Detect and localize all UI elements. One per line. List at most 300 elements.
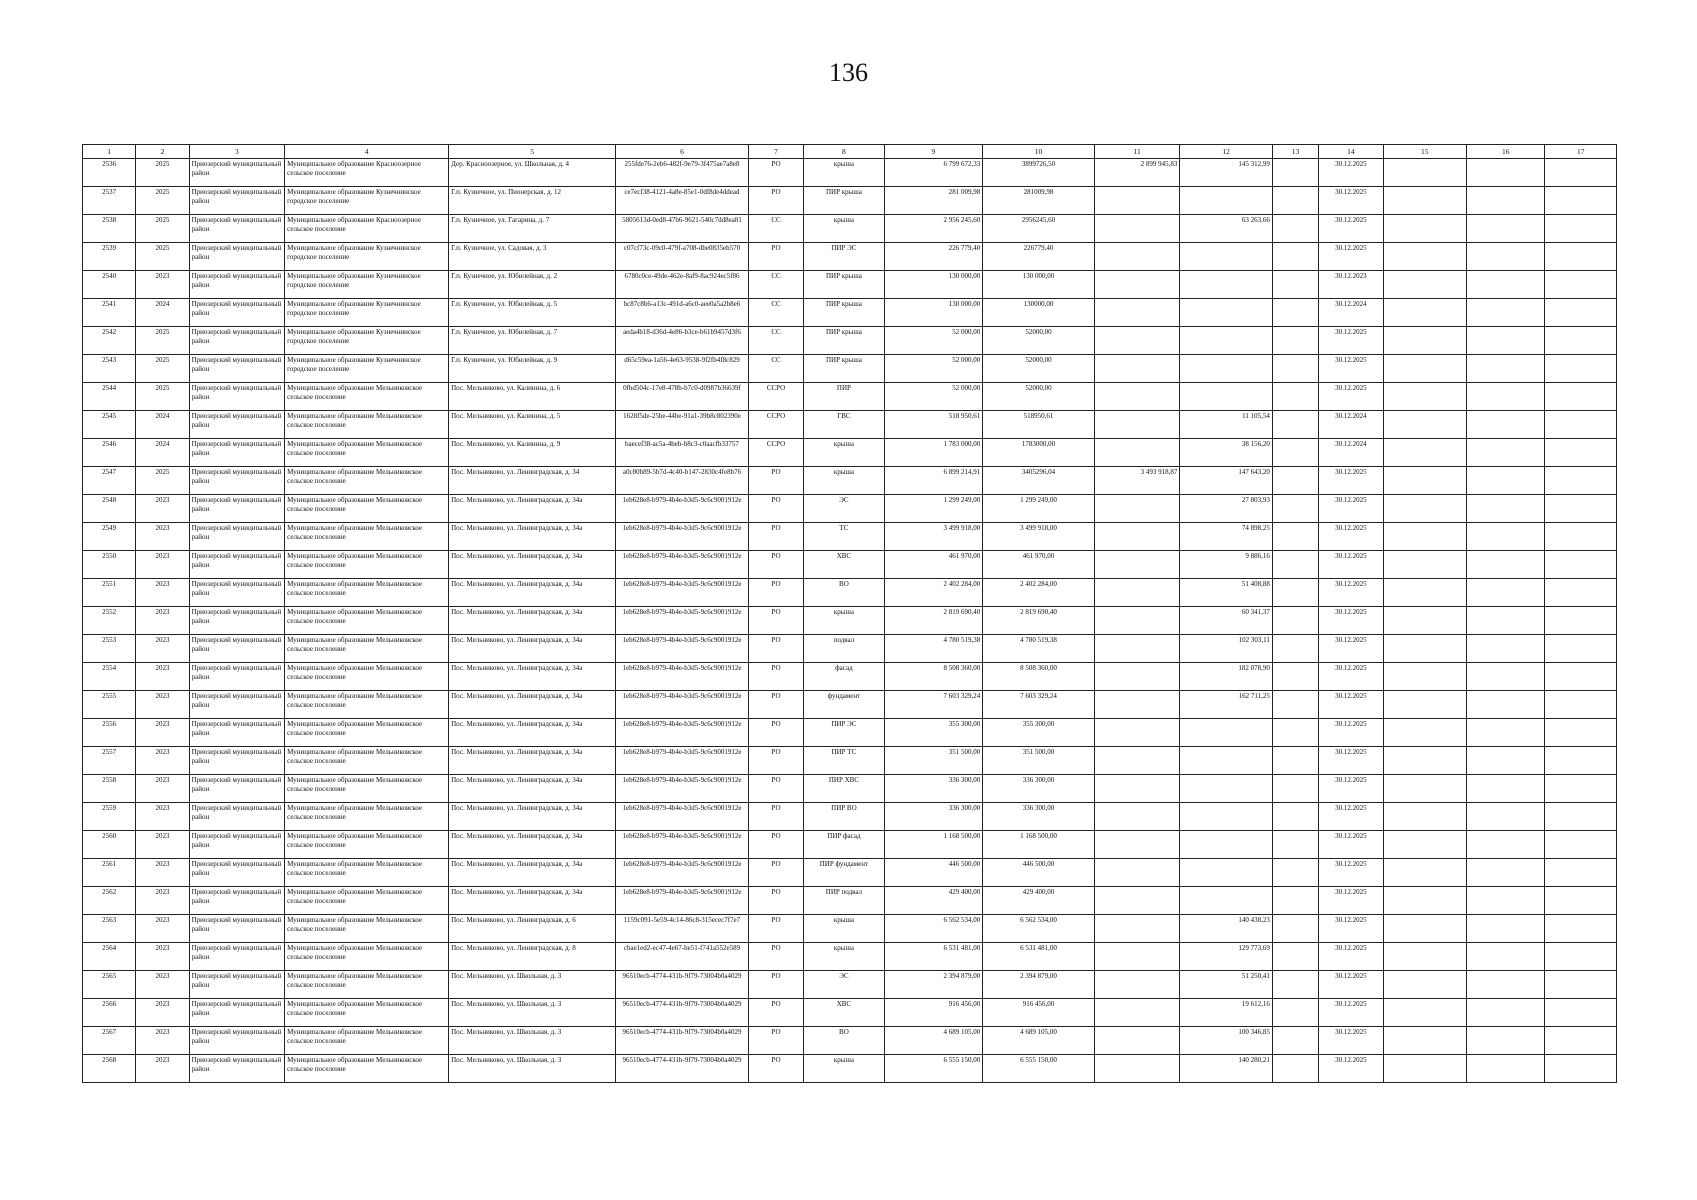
table-cell: Пос. Мельниково, ул. Ленинградская, д. 34а [449, 607, 616, 635]
table-cell [1545, 439, 1617, 467]
table-cell: ПИР фундамент [804, 859, 884, 887]
table-cell: Приозерский муниципальный район [189, 691, 285, 719]
table-cell: Муниципальное образование Кузнечнинское городское поселение [285, 327, 449, 355]
table-row [83, 551, 1617, 579]
table-cell [1180, 243, 1273, 271]
table-cell [1467, 691, 1545, 719]
table-cell [1467, 215, 1545, 243]
table-cell: ПИР крыша [804, 271, 884, 299]
table-cell [1383, 523, 1466, 551]
table-cell [1467, 971, 1545, 999]
table-cell: ПИР ХВС [804, 775, 884, 803]
table-cell: 2025 [136, 467, 189, 495]
table-cell: РО [748, 243, 803, 271]
table-cell: ХВС [804, 999, 884, 1027]
table-cell [1094, 187, 1180, 215]
table-cell: Пос. Мельниково, ул. Ленинградская, д. 6 [449, 915, 616, 943]
table-cell [1094, 887, 1180, 915]
table-cell: Пос. Мельниково, ул. Школьная, д. 3 [449, 1055, 616, 1083]
column-header: 1 [83, 145, 136, 159]
table-cell [1545, 775, 1617, 803]
table-cell [1545, 551, 1617, 579]
table-cell: РО [748, 467, 803, 495]
table-cell: 27 803,93 [1180, 495, 1273, 523]
table-cell [1094, 747, 1180, 775]
table-cell: Муниципальное образование Мельниковское сельское поселение [285, 887, 449, 915]
table-cell: Дер. Красноозерное, ул. Школьная, д. 4 [449, 159, 616, 187]
table-cell [1545, 271, 1617, 299]
table-cell: 9 886,16 [1180, 551, 1273, 579]
table-cell: 6780c0ce-49de-462e-8af9-8ac924ec5f86 [616, 271, 749, 299]
table-cell: РО [748, 691, 803, 719]
table-row [83, 243, 1617, 271]
table-cell: 2023 [136, 579, 189, 607]
table-cell: 2023 [136, 691, 189, 719]
table-cell [1467, 411, 1545, 439]
table-cell: 30.12.2025 [1319, 215, 1383, 243]
table-cell: Муниципальное образование Мельниковское сельское поселение [285, 971, 449, 999]
table-cell: РО [748, 551, 803, 579]
table-row [83, 971, 1617, 999]
table-cell [1467, 775, 1545, 803]
table-cell: 1eb628e8-b979-4b4e-b3d5-9c6c9001912e [616, 551, 749, 579]
table-cell [1180, 383, 1273, 411]
table-cell: Приозерский муниципальный район [189, 999, 285, 1027]
table-cell [1467, 551, 1545, 579]
table-cell: подвал [804, 635, 884, 663]
table-cell: 2560 [83, 831, 136, 859]
table-cell: Г.п. Кузнечное, ул. Гагарина, д. 7 [449, 215, 616, 243]
table-cell: 2025 [136, 243, 189, 271]
table-cell: РО [748, 495, 803, 523]
table-cell [1094, 943, 1180, 971]
table-cell: 2 819 690,40 [884, 607, 983, 635]
table-cell [1094, 635, 1180, 663]
table-cell: Приозерский муниципальный район [189, 495, 285, 523]
table-cell: Приозерский муниципальный район [189, 439, 285, 467]
table-cell: Приозерский муниципальный район [189, 915, 285, 943]
table-cell: 51 250,41 [1180, 971, 1273, 999]
table-cell: 2023 [136, 607, 189, 635]
table-cell [1094, 579, 1180, 607]
table-cell: 226 779,40 [884, 243, 983, 271]
table-cell: РО [748, 859, 803, 887]
table-cell: 2024 [136, 439, 189, 467]
table-cell [1272, 915, 1318, 943]
table-cell [1545, 495, 1617, 523]
table-cell: Пос. Мельниково, ул. Ленинградская, д. 8 [449, 943, 616, 971]
table-cell: 2550 [83, 551, 136, 579]
table-cell: 2023 [136, 915, 189, 943]
table-cell: 336 300,00 [983, 803, 1095, 831]
table-cell: 1eb628e8-b979-4b4e-b3d5-9c6c9001912e [616, 607, 749, 635]
table-cell [1272, 635, 1318, 663]
table-cell: 1 299 249,00 [983, 495, 1095, 523]
table-cell: ce7ecf38-4121-4a8e-85e1-0df8de4ddead [616, 187, 749, 215]
table-row [83, 187, 1617, 215]
column-header: 11 [1094, 145, 1180, 159]
table-cell: 1eb628e8-b979-4b4e-b3d5-9c6c9001912e [616, 831, 749, 859]
table-cell [1467, 719, 1545, 747]
table-cell: Приозерский муниципальный район [189, 859, 285, 887]
table-cell: Муниципальное образование Мельниковское сельское поселение [285, 859, 449, 887]
table-cell: 2543 [83, 355, 136, 383]
table-cell [1180, 719, 1273, 747]
table-cell: Пос. Мельниково, ул. Ленинградская, д. 34а [449, 747, 616, 775]
table-cell: 30.12.2025 [1319, 1027, 1383, 1055]
table-cell: 2542 [83, 327, 136, 355]
table-cell [1180, 831, 1273, 859]
table-cell [1180, 355, 1273, 383]
table-cell: 2023 [136, 1027, 189, 1055]
table-cell [1272, 215, 1318, 243]
table-cell: 30.12.2025 [1319, 691, 1383, 719]
table-cell: ТС [804, 523, 884, 551]
table-cell: Муниципальное образование Мельниковское сельское поселение [285, 523, 449, 551]
table-cell: 2537 [83, 187, 136, 215]
table-cell [1383, 299, 1466, 327]
table-cell: 2545 [83, 411, 136, 439]
table-cell: Приозерский муниципальный район [189, 943, 285, 971]
table-row [83, 355, 1617, 383]
table-cell: 30.12.2025 [1319, 523, 1383, 551]
table-cell: 1eb628e8-b979-4b4e-b3d5-9c6c9001912e [616, 579, 749, 607]
table-cell [1383, 439, 1466, 467]
table-cell [1545, 747, 1617, 775]
table-cell [1094, 355, 1180, 383]
table-cell: РО [748, 915, 803, 943]
table-cell: 30.12.2025 [1319, 467, 1383, 495]
table-cell [1383, 411, 1466, 439]
table-header [83, 145, 1617, 159]
table-cell: Приозерский муниципальный район [189, 775, 285, 803]
table-row [83, 607, 1617, 635]
table-cell: 2565 [83, 971, 136, 999]
table-cell: 52000,00 [983, 327, 1095, 355]
table-cell: 6 531 481,00 [884, 943, 983, 971]
table-cell [1383, 971, 1466, 999]
table-cell: 2 394 879,00 [983, 971, 1095, 999]
table-cell: 182 078,90 [1180, 663, 1273, 691]
table-cell: ПИР крыша [804, 187, 884, 215]
table-cell: крыша [804, 467, 884, 495]
table-cell: Муниципальное образование Кузнечнинское городское поселение [285, 299, 449, 327]
table-cell: Муниципальное образование Мельниковское сельское поселение [285, 551, 449, 579]
table-cell: 2555 [83, 691, 136, 719]
table-cell: Пос. Мельниково, ул. Ленинградская, д. 34 [449, 467, 616, 495]
column-header: 16 [1467, 145, 1545, 159]
table-cell: 38 156,20 [1180, 439, 1273, 467]
table-cell: 2023 [136, 523, 189, 551]
table-cell: 4 780 519,38 [983, 635, 1095, 663]
table-cell: РО [748, 999, 803, 1027]
table-cell [1467, 663, 1545, 691]
table-cell [1545, 719, 1617, 747]
table-cell [1383, 1055, 1466, 1083]
table-row [83, 327, 1617, 355]
table-cell: Приозерский муниципальный район [189, 187, 285, 215]
table-cell: 30.12.2025 [1319, 551, 1383, 579]
table-cell: 2024 [136, 299, 189, 327]
table-cell: 3405296,04 [983, 467, 1095, 495]
table-cell: ХВС [804, 551, 884, 579]
table-cell: 461 970,00 [983, 551, 1095, 579]
table-cell: ПИР ВО [804, 803, 884, 831]
table-cell [1272, 243, 1318, 271]
table-cell: СС [748, 271, 803, 299]
page-number: 136 [829, 58, 868, 87]
table-cell: 5805613d-0ed8-47b6-9621-540c7dd8ea81 [616, 215, 749, 243]
table-cell: 130000,00 [983, 299, 1095, 327]
table-cell: 4 689 105,00 [884, 1027, 983, 1055]
table-row [83, 943, 1617, 971]
table-cell: 2566 [83, 999, 136, 1027]
table-cell [1272, 299, 1318, 327]
table-row [83, 523, 1617, 551]
table-cell [1383, 943, 1466, 971]
table-cell [1383, 243, 1466, 271]
table-cell: Муниципальное образование Мельниковское сельское поселение [285, 999, 449, 1027]
table-cell [1383, 803, 1466, 831]
table-cell: 8 508 360,00 [884, 663, 983, 691]
table-cell [1467, 243, 1545, 271]
table-row [83, 579, 1617, 607]
table-cell [1545, 1055, 1617, 1083]
table-cell: 1 299 249,00 [884, 495, 983, 523]
table-cell: 2023 [136, 271, 189, 299]
table-cell: 30.12.2024 [1319, 299, 1383, 327]
table-cell [1545, 663, 1617, 691]
table-cell: 6 555 150,00 [983, 1055, 1095, 1083]
table-cell: Муниципальное образование Мельниковское сельское поселение [285, 607, 449, 635]
table-row [83, 915, 1617, 943]
table-row [83, 719, 1617, 747]
table-cell: РО [748, 775, 803, 803]
table-cell [1467, 915, 1545, 943]
table-cell: 30.12.2025 [1319, 495, 1383, 523]
table-row [83, 999, 1617, 1027]
table-cell [1272, 1055, 1318, 1083]
data-table [82, 144, 1617, 1083]
table-cell: d65c59ea-1a56-4e63-9538-9f2fb4f8c829 [616, 355, 749, 383]
table-cell [1467, 355, 1545, 383]
table-cell: 1 783 000,00 [884, 439, 983, 467]
table-cell: 2025 [136, 215, 189, 243]
table-cell: РО [748, 719, 803, 747]
table-cell: 2538 [83, 215, 136, 243]
table-cell [1383, 159, 1466, 187]
table-cell: РО [748, 887, 803, 915]
table-cell: 2023 [136, 551, 189, 579]
table-cell: Приозерский муниципальный район [189, 327, 285, 355]
table-cell: Муниципальное образование Мельниковское сельское поселение [285, 635, 449, 663]
column-header: 5 [449, 145, 616, 159]
table-row [83, 439, 1617, 467]
table-cell [1094, 327, 1180, 355]
table-cell: 518 950,61 [884, 411, 983, 439]
table-cell [1545, 915, 1617, 943]
table-cell: Муниципальное образование Мельниковское сельское поселение [285, 747, 449, 775]
table-cell: 2544 [83, 383, 136, 411]
table-cell [1180, 187, 1273, 215]
column-header: 7 [748, 145, 803, 159]
table-cell: СС [748, 327, 803, 355]
table-cell: 2562 [83, 887, 136, 915]
table-body [83, 159, 1617, 1083]
table-cell [1545, 355, 1617, 383]
table-cell: крыша [804, 915, 884, 943]
table-cell: 2023 [136, 747, 189, 775]
table-cell [1272, 523, 1318, 551]
table-cell: Муниципальное образование Мельниковское сельское поселение [285, 411, 449, 439]
table-cell [1467, 859, 1545, 887]
table-cell: 7 603 329,24 [983, 691, 1095, 719]
table-cell: РО [748, 803, 803, 831]
table-cell: 1eb628e8-b979-4b4e-b3d5-9c6c9001912e [616, 859, 749, 887]
table-cell: 2567 [83, 1027, 136, 1055]
table-cell [1272, 747, 1318, 775]
table-cell: 2559 [83, 803, 136, 831]
table-cell: Муниципальное образование Мельниковское сельское поселение [285, 467, 449, 495]
table-cell: фундамент [804, 691, 884, 719]
table-cell: ЭС [804, 495, 884, 523]
table-cell: ГВС [804, 411, 884, 439]
table-cell: 2023 [136, 663, 189, 691]
table-cell: 1eb628e8-b979-4b4e-b3d5-9c6c9001912e [616, 887, 749, 915]
table-cell [1094, 663, 1180, 691]
column-header: 15 [1383, 145, 1466, 159]
table-cell [1094, 999, 1180, 1027]
table-cell [1180, 271, 1273, 299]
table-cell: 1eb628e8-b979-4b4e-b3d5-9c6c9001912e [616, 719, 749, 747]
table-cell: ПИР крыша [804, 299, 884, 327]
table-cell [1272, 271, 1318, 299]
table-cell: 96510ecb-4774-431b-9f79-73004b0a4029 [616, 1027, 749, 1055]
table-cell [1383, 551, 1466, 579]
column-header: 13 [1272, 145, 1318, 159]
table-cell: Муниципальное образование Красноозерное сельское поселение [285, 159, 449, 187]
table-cell [1383, 887, 1466, 915]
table-cell [1272, 187, 1318, 215]
table-cell: Пос. Мельниково, ул. Ленинградская, д. 34а [449, 495, 616, 523]
table-cell: ПИР ЭС [804, 243, 884, 271]
table-cell: Пос. Мельниково, ул. Ленинградская, д. 34а [449, 523, 616, 551]
table-cell [1383, 831, 1466, 859]
table-cell: 2552 [83, 607, 136, 635]
table-cell: 30.12.2025 [1319, 1055, 1383, 1083]
table-cell [1383, 327, 1466, 355]
table-cell [1383, 915, 1466, 943]
table-cell [1545, 831, 1617, 859]
table-cell [1272, 831, 1318, 859]
column-header: 6 [616, 145, 749, 159]
table-cell: 2536 [83, 159, 136, 187]
table-cell: 129 773,69 [1180, 943, 1273, 971]
table-cell [1467, 383, 1545, 411]
table-cell [1545, 803, 1617, 831]
table-cell: РО [748, 1055, 803, 1083]
table-cell: 2023 [136, 859, 189, 887]
table-cell [1467, 327, 1545, 355]
table-cell: 140 280,21 [1180, 1055, 1273, 1083]
table-row [83, 299, 1617, 327]
table-cell [1383, 355, 1466, 383]
table-cell: Приозерский муниципальный район [189, 831, 285, 859]
table-cell [1545, 187, 1617, 215]
table-cell: 2023 [136, 999, 189, 1027]
table-cell: 96510ecb-4774-431b-9f79-73004b0a4029 [616, 971, 749, 999]
table-cell: Приозерский муниципальный район [189, 607, 285, 635]
table-row [83, 271, 1617, 299]
table-cell: ССРО [748, 439, 803, 467]
table-cell: крыша [804, 439, 884, 467]
table-cell: Приозерский муниципальный район [189, 355, 285, 383]
table-cell: 2541 [83, 299, 136, 327]
table-cell: СС [748, 215, 803, 243]
table-cell [1545, 523, 1617, 551]
table-cell: 1 168 500,00 [983, 831, 1095, 859]
table-cell: a0c80b89-5b7d-4c40-b147-2830c4fe8b76 [616, 467, 749, 495]
header-row [83, 145, 1617, 159]
table-cell: крыша [804, 215, 884, 243]
table-cell: 2546 [83, 439, 136, 467]
table-cell: ПИР фасад [804, 831, 884, 859]
table-cell [1545, 999, 1617, 1027]
table-cell: 2 394 879,00 [884, 971, 983, 999]
table-cell: 1eb628e8-b979-4b4e-b3d5-9c6c9001912e [616, 747, 749, 775]
table-cell: cbae1ed2-ec47-4e67-be51-f741a552e589 [616, 943, 749, 971]
table-cell: Пос. Мельниково, ул. Калинина, д. 5 [449, 411, 616, 439]
table-cell [1545, 887, 1617, 915]
table-cell: baecef38-ac5a-4beb-b8c3-c0aacfb33757 [616, 439, 749, 467]
table-cell: 30.12.2025 [1319, 775, 1383, 803]
table-cell: 6 562 534,00 [884, 915, 983, 943]
table-cell [1094, 719, 1180, 747]
table-cell [1383, 215, 1466, 243]
table-cell [1094, 971, 1180, 999]
table-cell: 30.12.2025 [1319, 635, 1383, 663]
table-cell: 1eb628e8-b979-4b4e-b3d5-9c6c9001912e [616, 803, 749, 831]
table-cell: 1eb628e8-b979-4b4e-b3d5-9c6c9001912e [616, 635, 749, 663]
table-cell: 147 643,20 [1180, 467, 1273, 495]
table-cell: РО [748, 607, 803, 635]
table-cell: 30.12.2025 [1319, 159, 1383, 187]
table-cell: 1eb628e8-b979-4b4e-b3d5-9c6c9001912e [616, 523, 749, 551]
table-cell: ПИР ЭС [804, 719, 884, 747]
table-cell: 2023 [136, 495, 189, 523]
table-cell: СС [748, 299, 803, 327]
table-row [83, 775, 1617, 803]
table-cell [1094, 271, 1180, 299]
table-cell: Муниципальное образование Мельниковское сельское поселение [285, 831, 449, 859]
table-cell: 19 612,16 [1180, 999, 1273, 1027]
table-cell: 2554 [83, 663, 136, 691]
table-cell: 281 009,98 [884, 187, 983, 215]
table-cell: Пос. Мельниково, ул. Ленинградская, д. 34а [449, 551, 616, 579]
table-cell: Пос. Мельниково, ул. Ленинградская, д. 34а [449, 579, 616, 607]
table-cell: РО [748, 971, 803, 999]
table-row [83, 747, 1617, 775]
table-cell: 30.12.2025 [1319, 859, 1383, 887]
table-cell: ПИР ТС [804, 747, 884, 775]
table-cell [1467, 467, 1545, 495]
table-cell [1545, 467, 1617, 495]
table-cell: 2540 [83, 271, 136, 299]
table-cell: 2025 [136, 159, 189, 187]
table-cell: Муниципальное образование Мельниковское сельское поселение [285, 663, 449, 691]
table-row [83, 215, 1617, 243]
table-row [83, 831, 1617, 859]
